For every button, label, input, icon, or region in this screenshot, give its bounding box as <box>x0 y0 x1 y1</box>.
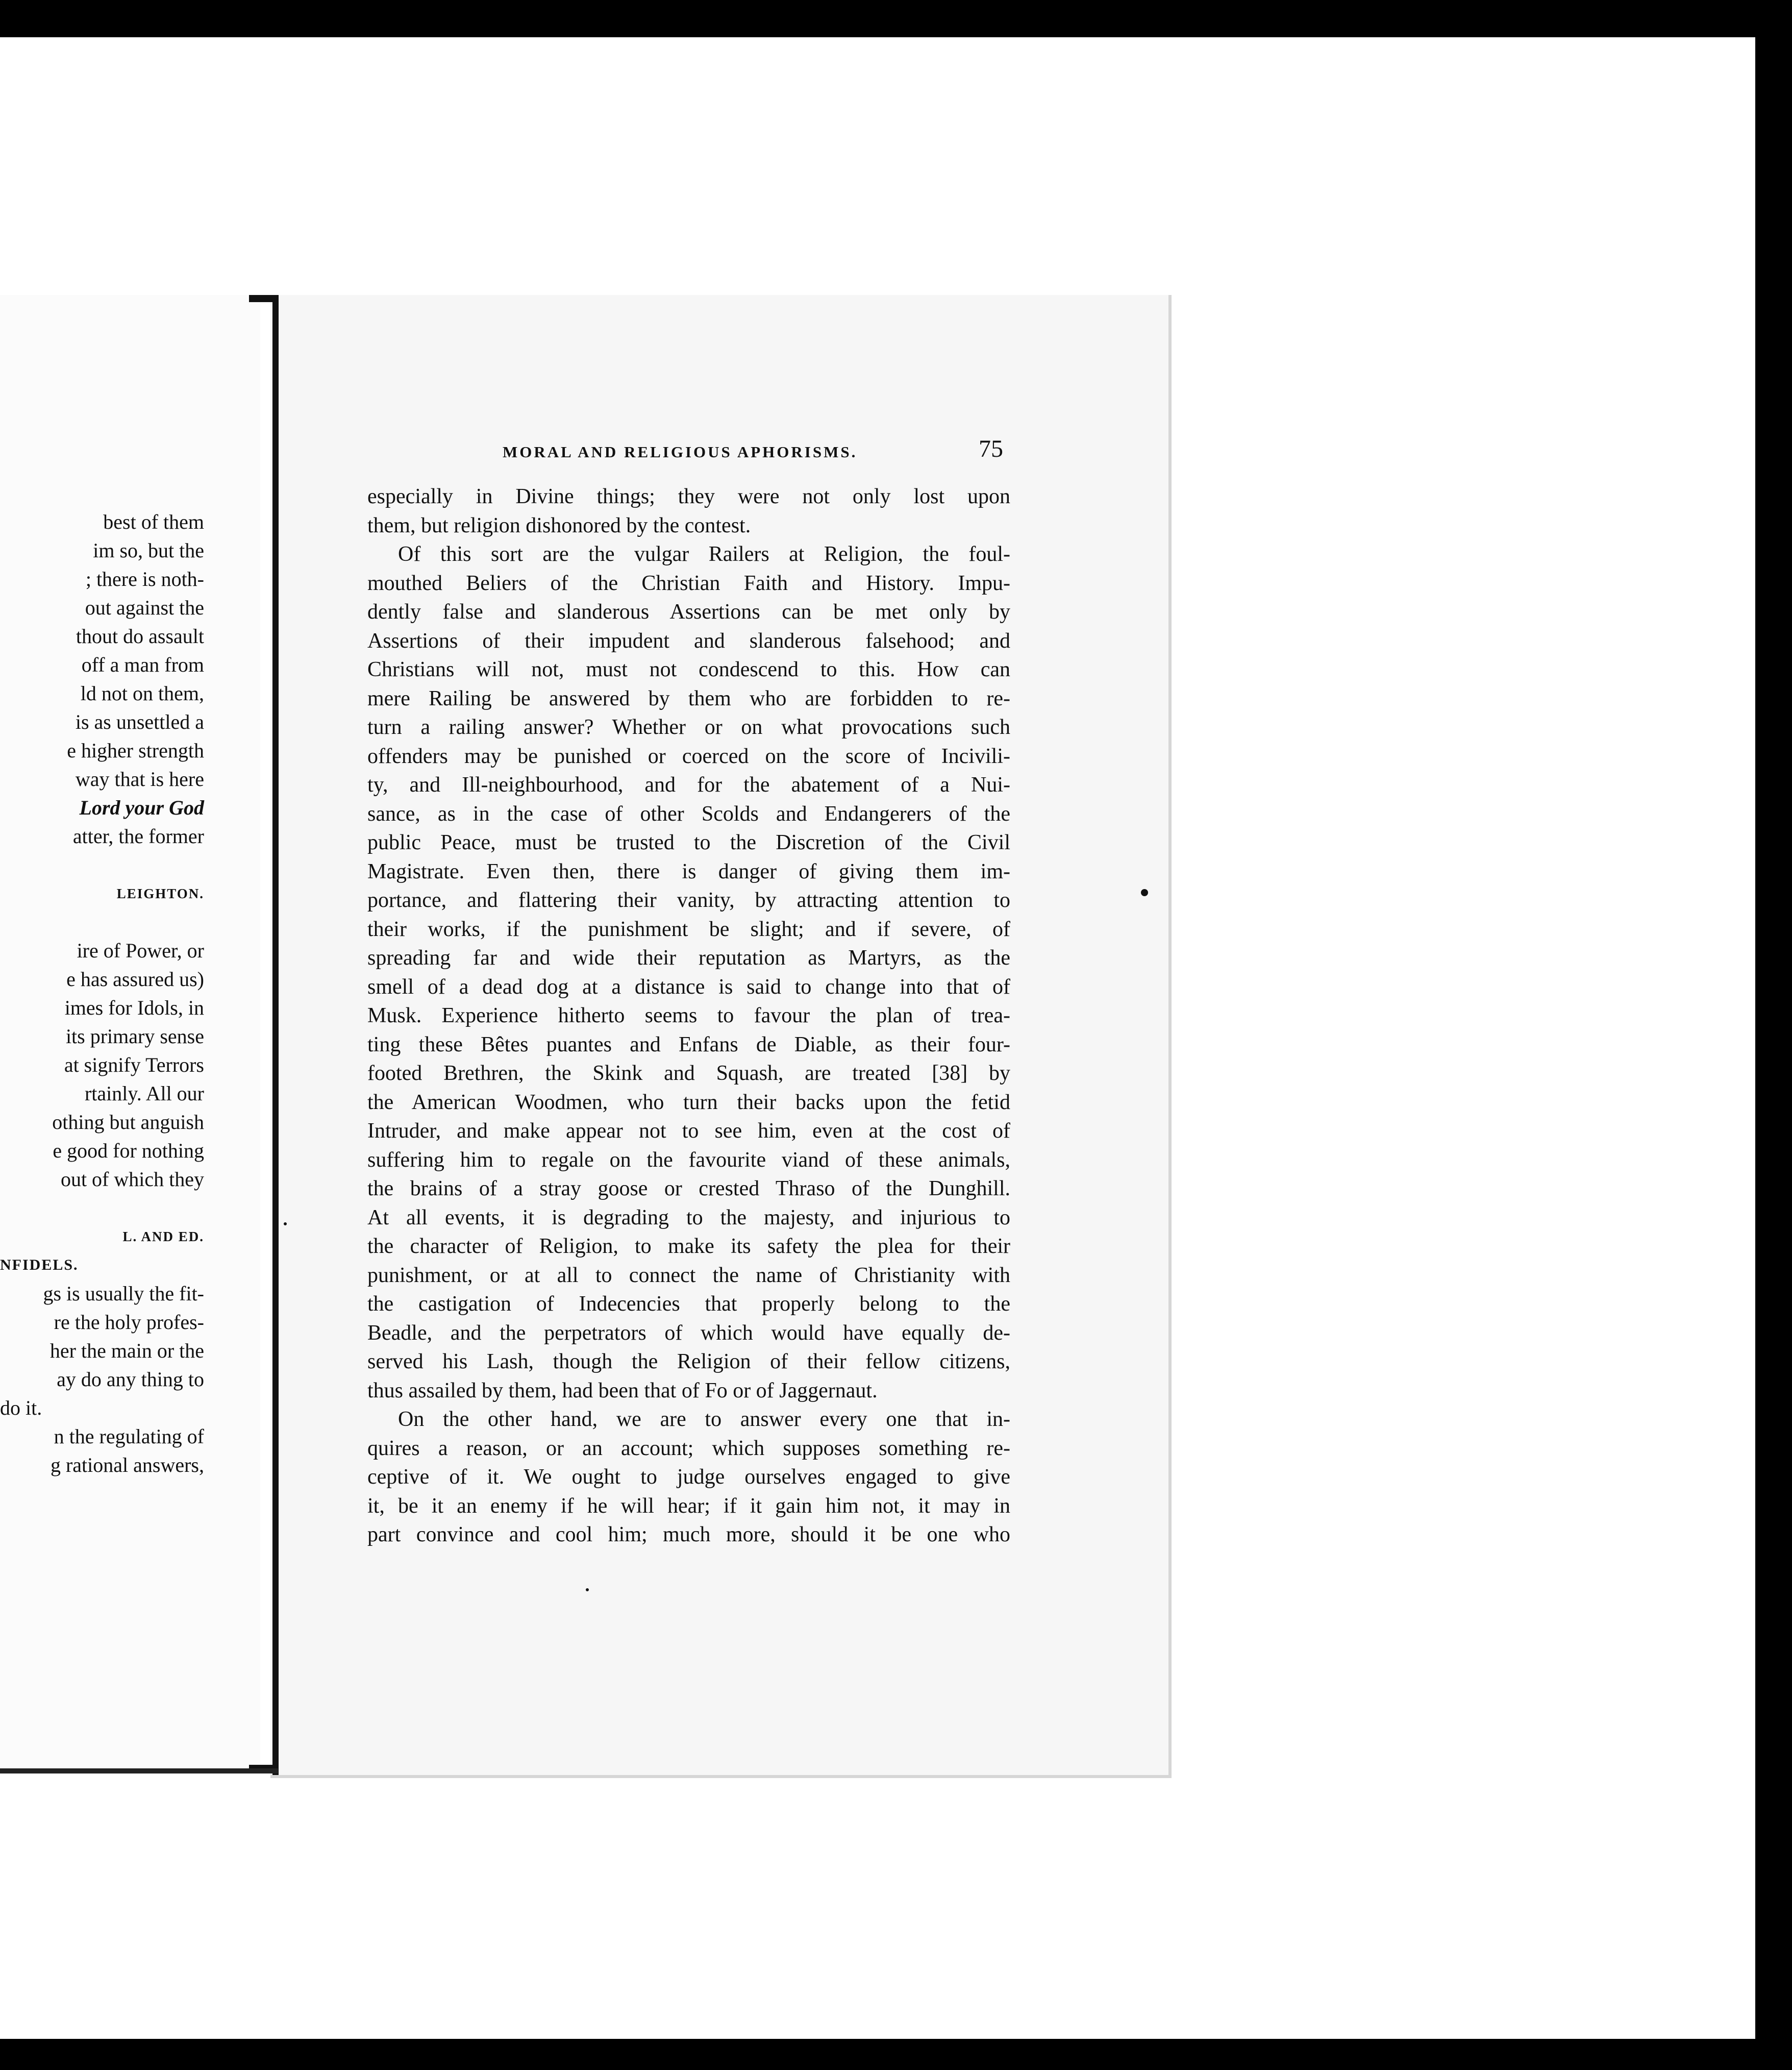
body-line: mere Railing be answered by them who are forbidden to re- <box>367 686 1010 710</box>
left-line: off a man from <box>81 653 204 676</box>
left-line: im so, but the <box>93 539 204 562</box>
body-line: Assertions of their impudent and slanderous falsehood; and <box>367 629 1010 653</box>
body-line: the brains of a stray goose or crested Thraso of the Dunghill. <box>367 1177 1010 1200</box>
scan-speck <box>586 1588 589 1591</box>
body-line: the American Woodmen, who turn their backs upon the fetid <box>367 1090 1010 1114</box>
body-line: Of this sort are the vulgar Railers at Religion, the foul- <box>398 543 1010 566</box>
body-line: spreading far and wide their reputation as Martyrs, as the <box>367 946 1010 970</box>
body-line: sance, as in the case of other Scolds and Endangerers of the <box>367 802 1010 826</box>
page-number: 75 <box>979 435 1003 462</box>
body-line: quires a reason, or an account; which supposes something re- <box>367 1436 1010 1460</box>
right-page-text <box>367 482 1010 1549</box>
left-line: way that is here <box>75 768 204 791</box>
body-line: especially in Divine things; they were not only lost upon <box>367 485 1010 508</box>
body-line: ceptive of it. We ought to judge ourselves engaged to give <box>367 1465 1010 1489</box>
left-line: ire of Power, or <box>77 939 204 962</box>
body-line: their works, if the punishment be slight; and if severe, of <box>367 917 1010 941</box>
left-line: out of which they <box>60 1168 204 1191</box>
body-line: At all events, it is degrading to the majesty, and injurious to <box>367 1205 1010 1229</box>
attribution-l-and-ed: L. AND ED. <box>122 1229 204 1244</box>
body-line: ting these Bêtes puantes and Enfans de Diable, as their four- <box>367 1032 1010 1056</box>
body-line: part convince and cool him; much more, should it be one who <box>367 1523 1010 1546</box>
gutter-stem <box>272 295 279 1775</box>
left-line: out against the <box>85 596 204 619</box>
scan-speck <box>1141 889 1148 896</box>
left-line: do it. <box>0 1396 42 1419</box>
left-line: rtainly. All our <box>84 1082 204 1105</box>
left-line: re the holy profes- <box>54 1311 204 1334</box>
left-line: imes for Idols, in <box>64 996 204 1019</box>
running-head: MORAL AND RELIGIOUS APHORISMS. <box>503 443 858 461</box>
section-heading: NFIDELS. <box>0 1256 79 1273</box>
left-line: atter, the former <box>72 825 204 848</box>
body-line: them, but religion dishonored by the contest. <box>367 513 751 537</box>
left-line: e has assured us) <box>66 968 204 991</box>
left-page-text <box>0 508 204 1480</box>
left-line: ld not on them, <box>80 682 204 705</box>
body-line: ty, and Ill-neighbourhood, and for the abatement of a Nui- <box>367 773 1010 797</box>
scan-speck <box>284 1222 287 1225</box>
left-line: its primary sense <box>65 1025 204 1048</box>
body-line: On the other hand, we are to answer every one that in- <box>398 1408 1010 1431</box>
body-line: offenders may be punished or coerced on the score of Incivili- <box>367 744 1010 768</box>
left-line: n the regulating of <box>54 1425 204 1448</box>
body-line: Musk. Experience hitherto seems to favour the plan of trea- <box>367 1004 1010 1027</box>
attribution-leighton: LEIGHTON. <box>116 886 204 901</box>
body-line: mouthed Beliers of the Christian Faith and History. Impu- <box>367 571 1010 595</box>
body-line: it, be it an enemy if he will hear; if it gain him not, it may in <box>367 1494 1010 1518</box>
body-line: thus assailed by them, had been that of Fo or of Jaggernaut. <box>367 1378 878 1402</box>
body-line: Beadle, and the perpetrators of which would have equally de- <box>367 1321 1010 1345</box>
left-line: best of them <box>103 510 204 533</box>
body-line: portance, and flattering their vanity, by attracting attention to <box>367 889 1010 912</box>
left-line: at signify Terrors <box>64 1053 204 1076</box>
left-line: ; there is noth- <box>85 568 204 590</box>
left-line: g rational answers, <box>50 1453 204 1476</box>
left-line: her the main or the <box>49 1339 204 1362</box>
left-line: is as unsettled a <box>75 710 204 733</box>
body-line: the castigation of Indecencies that properly belong to the <box>367 1292 1010 1316</box>
body-line: smell of a dead dog at a distance is said to change into that of <box>367 975 1010 999</box>
scan-border-right <box>1755 37 1792 2039</box>
body-line: Magistrate. Even then, there is danger of giving them im- <box>367 859 1010 883</box>
left-line: Lord your God <box>79 796 204 819</box>
body-line: Christians will not, must not condescend to this. How can <box>367 658 1010 681</box>
left-page-bottom-rule <box>0 1768 278 1773</box>
left-line: ay do any thing to <box>57 1368 204 1391</box>
body-line: suffering him to regale on the favourite viand of these animals, <box>367 1148 1010 1172</box>
left-line: e higher strength <box>67 739 204 762</box>
body-line: footed Brethren, the Skink and Squash, are treated [38] by <box>367 1062 1010 1085</box>
body-line: the character of Religion, to make its safety the plea for their <box>367 1235 1010 1258</box>
body-line: punishment, or at all to connect the name of Christianity with <box>367 1263 1010 1287</box>
left-line: othing but anguish <box>52 1111 204 1133</box>
body-line: public Peace, must be trusted to the Discretion of the Civil <box>367 831 1010 854</box>
left-line: thout do assault <box>76 625 204 648</box>
body-line: turn a railing answer? Whether or on what provocations such <box>367 716 1010 739</box>
body-line: Intruder, and make appear not to see him, even at the cost of <box>367 1119 1010 1143</box>
body-line: served his Lash, though the Religion of their fellow citizens, <box>367 1350 1010 1373</box>
left-line: e good for nothing <box>53 1139 204 1162</box>
book-gutter <box>249 295 279 1775</box>
left-line: gs is usually the fit- <box>43 1282 204 1305</box>
body-line: dently false and slanderous Assertions can be met only by <box>367 600 1010 624</box>
